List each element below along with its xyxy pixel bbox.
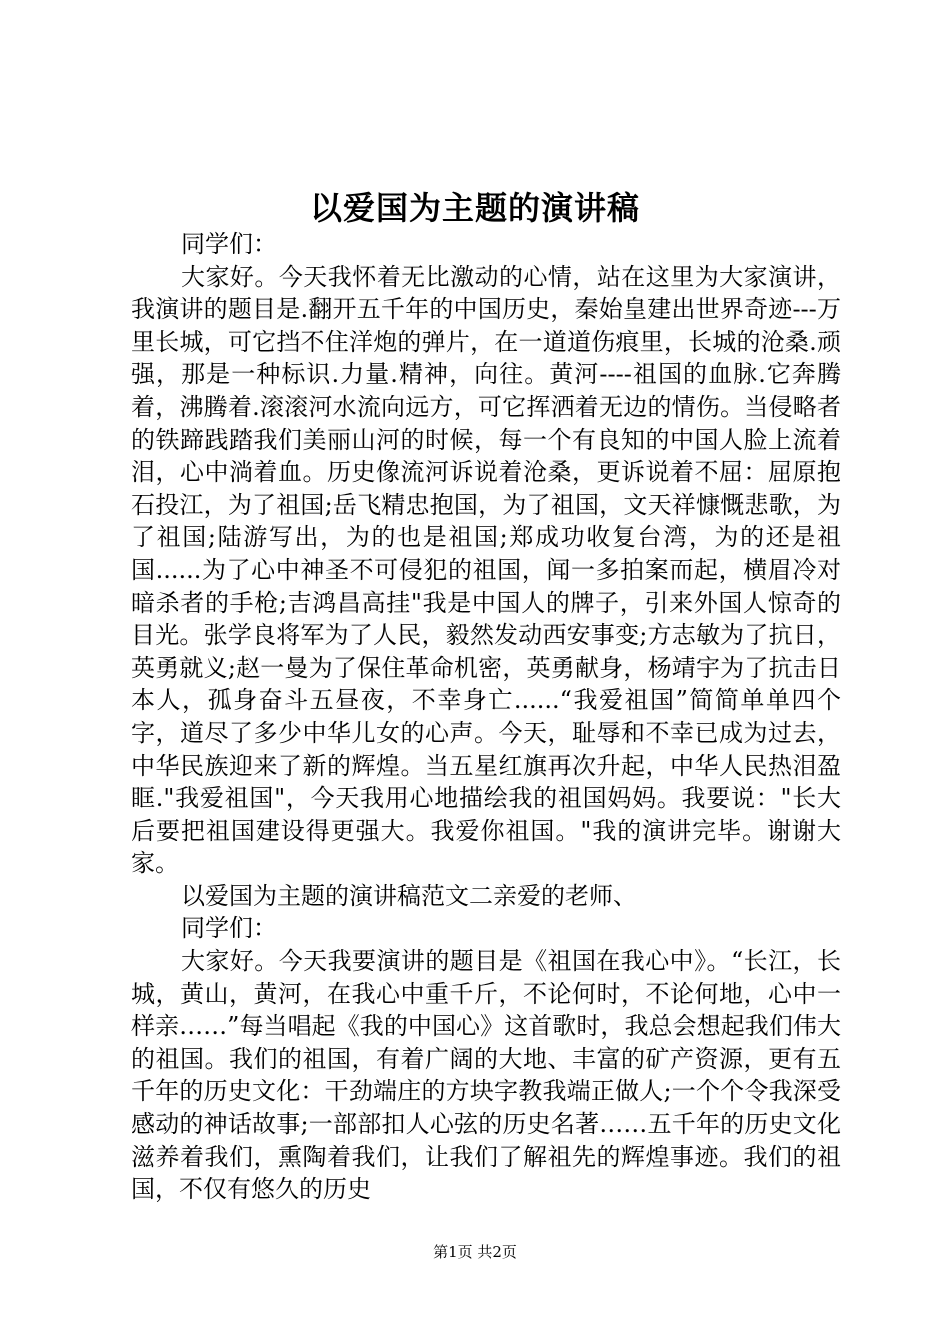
paragraph-speech-two: 大家好。今天我要演讲的题目是《祖国在我心中》。“长江，长城，黄山，黄河，在我心中重千斤，不论何时，不论何地，心中一样亲……”每当唱起《我的中国心》这首歌时，我总会想起我们伟大的祖国。我们的祖国，有着广阔的大地、丰富的矿产资源，更有五千年的历史文化：干劲端庄的方块字教我端正做人;一个个令我深受感动的神话故事;一部部扣人心弦的历史名著……五千年的历史文化滋养着我们，熏陶着我们，让我们了解祖先的辉煌事迹。我们的祖国，不仅有悠久的历史 [131, 947, 841, 1204]
page-footer: 第1页 共2页 [433, 1243, 517, 1261]
paragraph-greeting: 同学们： [181, 230, 277, 258]
paragraph-speech-one: 大家好。今天我怀着无比激动的心情，站在这里为大家演讲，我演讲的题目是.翻开五千年的中国历史，秦始皇建出世界奇迹---万里长城，可它挡不住洋炮的弹片，在一道道伤痕里，长城的沧桑.顽强，那是一种标识.力量.精神，向往。黄河----祖国的血脉.它奔腾着，沸腾着.滚滚河水流向远方，可它挥洒着无边的情伤。当侵略者的铁蹄践踏我们美丽山河的时候，每一个有良知的中国人脸上流着泪，心中淌着血。历史像流河诉说着沧桑，更诉说着不屈：屈原抱石投江，为了祖国;岳飞精忠抱国，为了祖国，文天祥慷慨悲歌，为了祖国;陆游写出，为的也是祖国;郑成功收复台湾，为的还是祖国......为了心中神圣不可侵犯的祖国，闻一多拍案而起，横眉冷对暗杀者的手枪;吉鸿昌高挂"我是中国人的牌子，引来外国人惊奇的目光。张学良将军为了人民，毅然发动西安事变;方志敏为了抗日，英勇就义;赵一曼为了保住革命机密，英勇献身，杨靖宇为了抗击日本人，孤身奋斗五昼夜，不幸身亡......“我爱祖国”简简单单四个字，道尽了多少中华儿女的心声。今天，耻辱和不幸已成为过去，中华民族迎来了新的辉煌。当五星红旗再次升起，中华人民热泪盈眶."我爱祖国"，今天我用心地描绘我的祖国妈妈。我要说："长大后要把祖国建设得更强大。我爱你祖国。"我的演讲完毕。谢谢大家。 [131, 262, 841, 878]
document-body [131, 228, 841, 1206]
document-title: 以爱国为主题的演讲稿 [309, 189, 640, 227]
paragraph-section-heading: 以爱国为主题的演讲稿范文二亲爱的老师、 [181, 881, 637, 910]
paragraph-greeting-two: 同学们： [181, 914, 277, 943]
